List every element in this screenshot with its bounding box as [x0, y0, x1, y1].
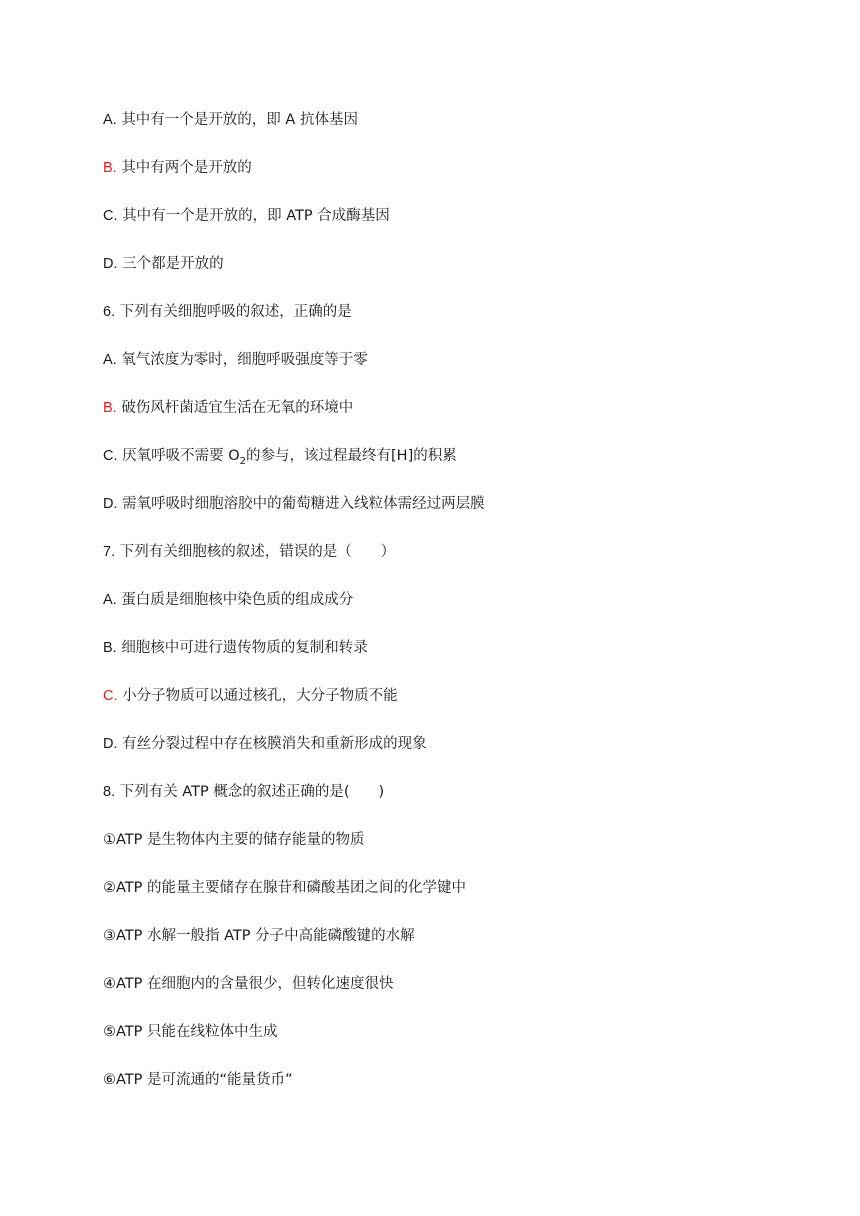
option-marker: D.: [103, 256, 118, 272]
question-text: 下列有关细胞核的叙述，错误的是（ ）: [119, 544, 396, 560]
option-b-line: [103, 398, 353, 418]
option-text: 小分子物质可以通过核孔，大分子物质不能: [122, 688, 398, 704]
option-text-after: 的参与，该过程最终有[H]的积累: [246, 448, 457, 464]
statement-text: ⑥ATP 是可流通的“能量货币”: [103, 1072, 293, 1088]
answer-option-marker: B.: [103, 160, 117, 176]
option-c-line: [103, 206, 390, 226]
option-d-line: [103, 254, 224, 274]
option-c-line: [103, 686, 398, 706]
statement-text: ②ATP 的能量主要储存在腺苷和磷酸基团之间的化学键中: [103, 880, 467, 896]
option-text: 厌氧呼吸不需要 O: [122, 448, 240, 464]
statement-text: ③ATP 水解一般指 ATP 分子中高能磷酸键的水解: [103, 928, 415, 944]
option-marker: B.: [103, 640, 117, 656]
question-6-stem: [103, 302, 352, 322]
question-number: 6.: [103, 304, 116, 320]
statement-text: ①ATP 是生物体内主要的储存能量的物质: [103, 832, 365, 848]
option-d-line: [103, 734, 427, 754]
question-number: 8.: [103, 784, 116, 800]
option-text: 其中有一个是开放的，即 A 抗体基因: [121, 112, 358, 128]
option-marker: A.: [103, 592, 117, 608]
option-marker: D.: [103, 736, 118, 752]
option-marker: C.: [103, 208, 118, 224]
statement-text: ④ATP 在细胞内的含量很少，但转化速度很快: [103, 976, 394, 992]
subscript: 2: [239, 455, 247, 467]
question-8-stem: [103, 782, 384, 802]
option-text: 其中有一个是开放的，即 ATP 合成酶基因: [122, 208, 390, 224]
option-text: 需氧呼吸时细胞溶胶中的葡萄糖进入线粒体需经过两层膜: [122, 496, 485, 512]
option-b-line: [103, 158, 252, 178]
option-a-line: [103, 590, 353, 610]
statement-item: [103, 974, 394, 994]
option-text: 细胞核中可进行遗传物质的复制和转录: [121, 640, 368, 656]
option-marker: C.: [103, 448, 118, 464]
statement-text: ⑤ATP 只能在线粒体中生成: [103, 1024, 278, 1040]
statement-item: [103, 830, 365, 850]
option-text: 三个都是开放的: [122, 256, 224, 272]
question-text: 下列有关细胞呼吸的叙述，正确的是: [119, 304, 352, 320]
statement-item: [103, 878, 466, 898]
statement-item: [103, 926, 415, 946]
statement-item: [103, 1022, 278, 1042]
option-text: 破伤风杆菌适宜生活在无氧的环境中: [121, 400, 354, 416]
option-marker: A.: [103, 112, 117, 128]
option-text: 蛋白质是细胞核中染色质的组成成分: [121, 592, 354, 608]
option-a-line: [103, 110, 358, 130]
option-b-line: [103, 638, 368, 658]
answer-option-marker: C.: [103, 688, 118, 704]
answer-option-marker: B.: [103, 400, 117, 416]
option-marker: A.: [103, 352, 117, 368]
option-text: 其中有两个是开放的: [121, 160, 252, 176]
question-text: 下列有关 ATP 概念的叙述正确的是( ): [119, 784, 385, 800]
option-c-line: [103, 446, 457, 472]
option-text: 有丝分裂过程中存在核膜消失和重新形成的现象: [122, 736, 427, 752]
option-d-line: [103, 494, 485, 514]
statement-item: [103, 1070, 293, 1090]
question-7-stem: [103, 542, 395, 562]
option-marker: D.: [103, 496, 118, 512]
question-number: 7.: [103, 544, 116, 560]
option-text: 氧气浓度为零时，细胞呼吸强度等于零: [121, 352, 368, 368]
option-a-line: [103, 350, 368, 370]
